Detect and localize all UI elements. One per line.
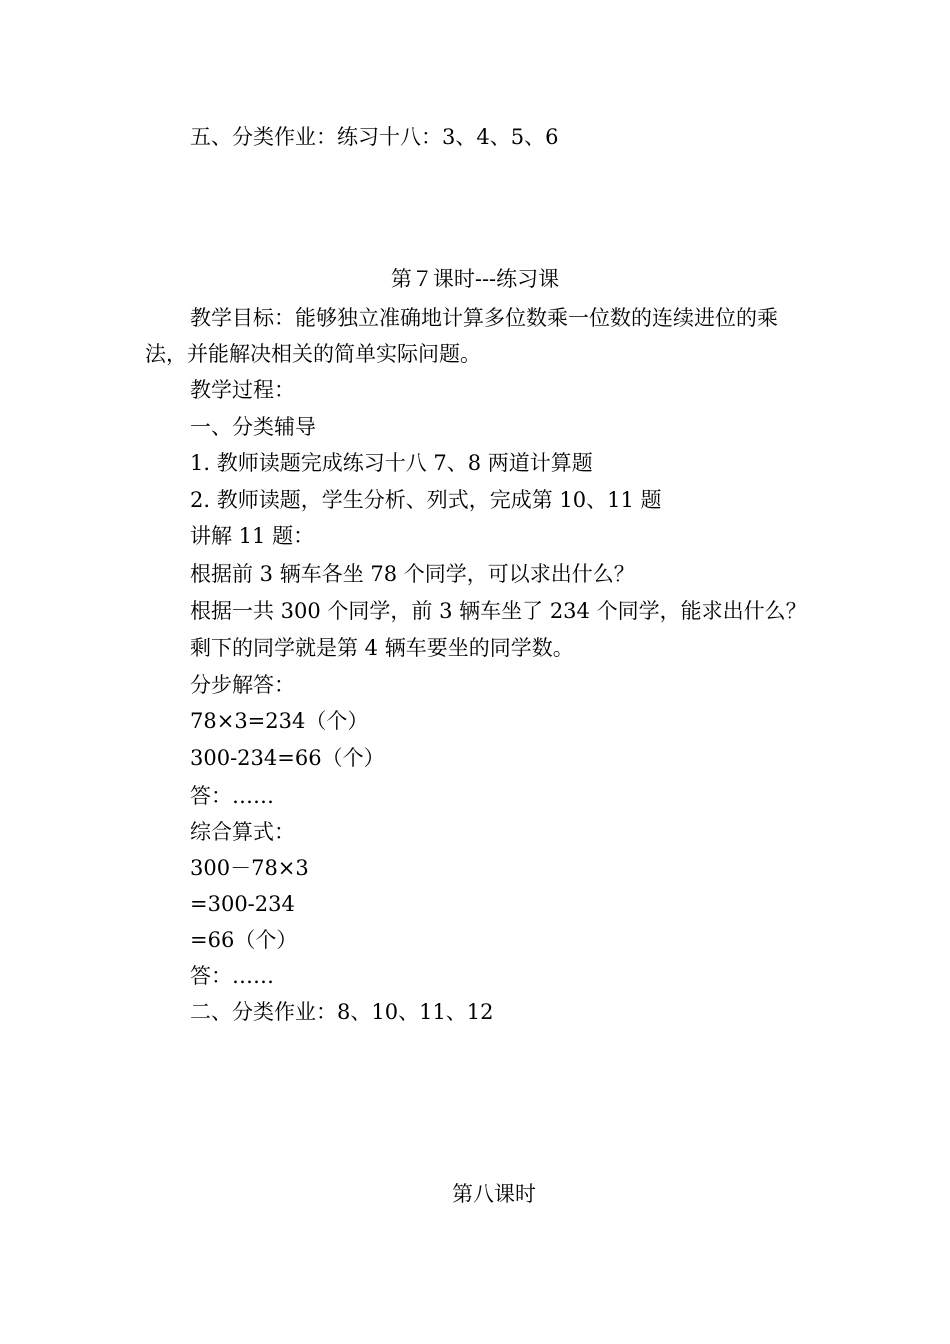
section-five-homework: 五、分类作业：练习十八：3、4、5、6 <box>190 125 559 149</box>
question-1: 根据前 3 辆车各坐 78 个同学，可以求出什么？ <box>190 562 635 586</box>
explain-heading: 讲解 11 题： <box>190 524 315 548</box>
question-3: 剩下的同学就是第 4 辆车要坐的同学数。 <box>190 636 574 660</box>
step-1: 78×3=234（个） <box>190 709 369 733</box>
item-1: 1. 教师读题完成练习十八 7、8 两道计算题 <box>190 451 593 475</box>
combined-1: 300－78×3 <box>190 856 309 880</box>
teaching-goal-line1: 教学目标：能够独立准确地计算多位数乘一位数的连续进位的乘 <box>190 306 778 330</box>
combined-3: =66（个） <box>190 928 298 952</box>
teaching-process-heading: 教学过程： <box>190 378 295 402</box>
combined-2: =300-234 <box>190 892 295 916</box>
lesson7-title: 第７课时---练习课 <box>390 267 560 291</box>
teaching-goal-line2: 法，并能解决相关的简单实际问题。 <box>145 342 481 366</box>
part1-heading: 一、分类辅导 <box>190 415 316 439</box>
question-2: 根据一共 300 个同学，前 3 辆车坐了 234 个同学，能求出什么？ <box>190 599 807 623</box>
part2-homework: 二、分类作业：8、10、11、12 <box>190 1000 494 1024</box>
combined-heading: 综合算式： <box>190 820 295 844</box>
item-2: 2. 教师读题，学生分析、列式，完成第 10、11 题 <box>190 488 662 512</box>
lesson8-title: 第八课时 <box>452 1182 536 1206</box>
answer-1: 答：…… <box>190 784 274 808</box>
step-2: 300-234=66（个） <box>190 746 385 770</box>
answer-2: 答：…… <box>190 964 274 988</box>
step-heading: 分步解答： <box>190 673 295 697</box>
